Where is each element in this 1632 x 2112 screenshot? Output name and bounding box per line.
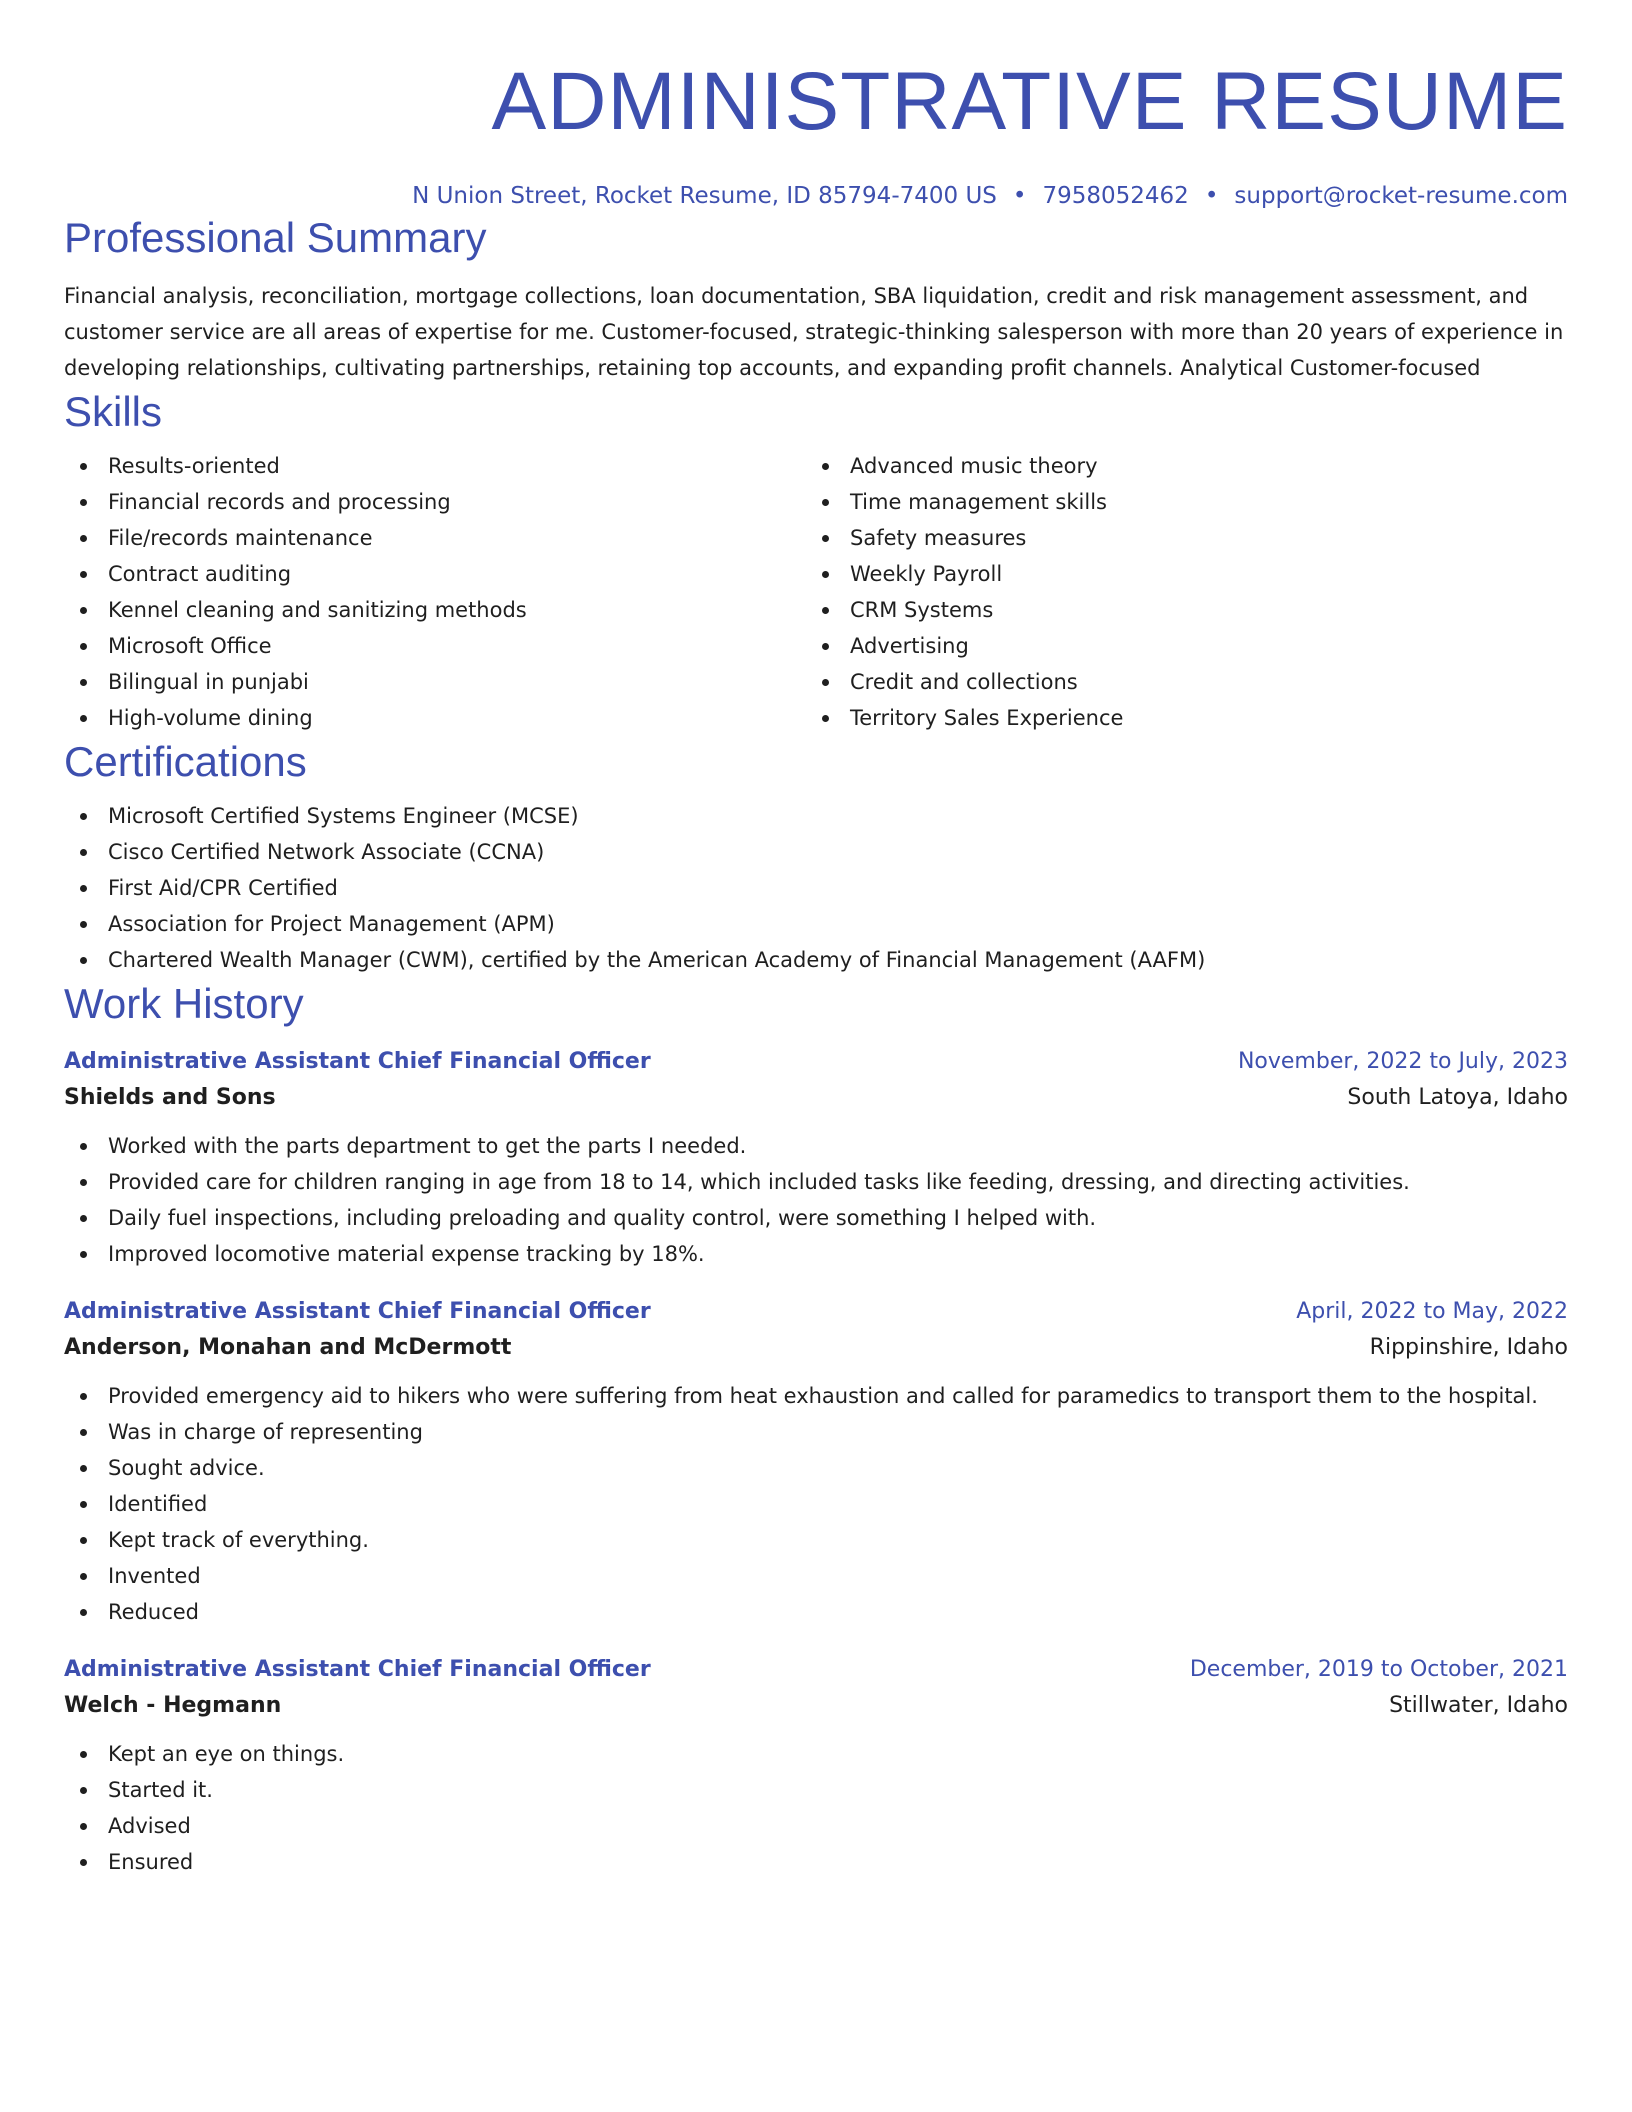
job-company-row (64, 1330, 1568, 1366)
skill-item: Credit and collections (806, 664, 1548, 700)
job-bullet: Improved locomotive material expense tracking by 18%. (64, 1236, 1568, 1272)
skill-item: Territory Sales Experience (806, 700, 1548, 736)
job-bullet-list (64, 1378, 1568, 1630)
skills-list-right (806, 448, 1548, 736)
job-company: Anderson, Monahan and McDermott (64, 1335, 512, 1360)
skill-item: Financial records and processing (64, 484, 806, 520)
job-bullet: Identified (64, 1486, 1568, 1522)
summary-heading: Professional Summary (64, 214, 487, 261)
skills-heading: Skills (64, 388, 163, 435)
job-bullet: Provided care for children ranging in age from 18 to 14, which included tasks like feeding, dressing, and directing activities. (64, 1164, 1568, 1200)
job-company: Welch - Hegmann (64, 1693, 282, 1718)
certification-item: Cisco Certified Network Associate (CCNA) (64, 834, 1568, 870)
skills-column-left (64, 448, 806, 736)
skill-item: Time management skills (806, 484, 1548, 520)
job-company-row (64, 1688, 1568, 1724)
job-dates: December, 2019 to October, 2021 (1189, 1657, 1568, 1682)
job-bullet: Started it. (64, 1772, 1568, 1808)
job-title-row (64, 1044, 1568, 1080)
job-location: South Latoya, Idaho (1347, 1085, 1568, 1110)
contact-phone: 7958052462 (1042, 183, 1189, 209)
job-role: Administrative Assistant Chief Financial Officer (64, 1049, 651, 1074)
skill-item: Contract auditing (64, 556, 806, 592)
job-title-row (64, 1294, 1568, 1330)
job-bullet: Invented (64, 1558, 1568, 1594)
job-bullet: Provided emergency aid to hikers who were suffering from heat exhaustion and called for paramedics to transport them to the hospital. (64, 1378, 1568, 1414)
certifications-heading: Certifications (64, 738, 307, 785)
job-bullet: Ensured (64, 1844, 1568, 1880)
contact-address: N Union Street, Rocket Resume, ID 85794-7400 US (412, 183, 997, 209)
certification-item: Chartered Wealth Manager (CWM), certified by the American Academy of Financial Management (AAFM) (64, 942, 1568, 978)
job-title-row (64, 1652, 1568, 1688)
job-bullet: Daily fuel inspections, including preloading and quality control, were something I helped with. (64, 1200, 1568, 1236)
job-location: Stillwater, Idaho (1389, 1693, 1568, 1718)
skill-item: Advanced music theory (806, 448, 1548, 484)
job-bullet-list (64, 1736, 1568, 1880)
resume-header (64, 0, 1568, 212)
job-company: Shields and Sons (64, 1085, 276, 1110)
job-company-row (64, 1080, 1568, 1116)
certifications-list (64, 798, 1568, 978)
job-role: Administrative Assistant Chief Financial Officer (64, 1657, 651, 1682)
work-history-heading: Work History (64, 980, 304, 1027)
job-bullet: Worked with the parts department to get the parts I needed. (64, 1128, 1568, 1164)
job-entry (64, 1044, 1568, 1272)
skill-item: Weekly Payroll (806, 556, 1548, 592)
job-dates: April, 2022 to May, 2022 (1296, 1299, 1568, 1324)
contact-email[interactable]: support@rocket-resume.com (1234, 183, 1568, 209)
job-bullet: Kept track of everything. (64, 1522, 1568, 1558)
skill-item: Safety measures (806, 520, 1548, 556)
skills-list-left (64, 448, 806, 736)
job-bullet: Reduced (64, 1594, 1568, 1630)
skill-item: Microsoft Office (64, 628, 806, 664)
skill-item: File/records maintenance (64, 520, 806, 556)
job-role: Administrative Assistant Chief Financial Officer (64, 1299, 651, 1324)
certification-item: Microsoft Certified Systems Engineer (MCSE) (64, 798, 1568, 834)
skill-item: Kennel cleaning and sanitizing methods (64, 592, 806, 628)
job-entry (64, 1294, 1568, 1630)
certification-item: First Aid/CPR Certified (64, 870, 1568, 906)
job-bullet: Advised (64, 1808, 1568, 1844)
certification-item: Association for Project Management (APM) (64, 906, 1568, 942)
job-bullet: Was in charge of representing (64, 1414, 1568, 1450)
contact-separator: • (1012, 183, 1027, 209)
job-bullet: Sought advice. (64, 1450, 1568, 1486)
contact-line (64, 180, 1568, 212)
resume-name: ADMINISTRATIVE RESUME (491, 56, 1568, 147)
contact-separator: • (1204, 183, 1219, 209)
job-entry (64, 1652, 1568, 1880)
summary-text: Financial analysis, reconciliation, mortgage collections, loan documentation, SBA liquidation, credit and risk management assessment, and customer service are all areas of expertise for me. Customer-focused, strategic-thinking salesperson with more than 20 years of experience in developing relationships, cultivating partnerships, retaining top accounts, and expanding profit channels. Analytical Customer-focused (64, 284, 1564, 380)
skill-item: CRM Systems (806, 592, 1548, 628)
skill-item: High-volume dining (64, 700, 806, 736)
job-bullet-list (64, 1128, 1568, 1272)
skills-column-right (806, 448, 1548, 736)
skill-item: Results-oriented (64, 448, 806, 484)
resume-page (64, 0, 1568, 1880)
job-dates: November, 2022 to July, 2023 (1237, 1049, 1568, 1074)
job-location: Rippinshire, Idaho (1369, 1335, 1568, 1360)
skill-item: Advertising (806, 628, 1548, 664)
skills-grid (64, 448, 1568, 736)
job-bullet: Kept an eye on things. (64, 1736, 1568, 1772)
skill-item: Bilingual in punjabi (64, 664, 806, 700)
